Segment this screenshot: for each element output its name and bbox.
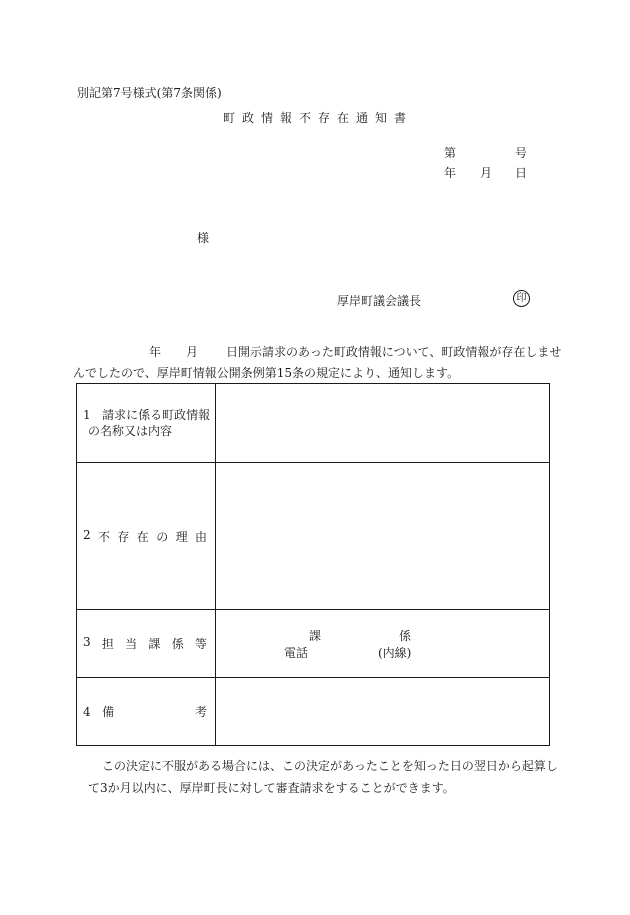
table-row <box>77 678 550 746</box>
date-day: 日 <box>515 166 528 180</box>
row2-char: 理 <box>175 529 188 544</box>
row4-number: 4 <box>83 705 91 719</box>
ka-label: 課 <box>309 628 322 643</box>
intro-year: 年 <box>149 345 162 359</box>
issuer-name: 厚岸町議会議長 <box>337 294 422 308</box>
department-fields <box>216 627 549 661</box>
note-line-2: て3か月以内に、厚岸町長に対して審査請求をすることができます。 <box>88 781 455 795</box>
row3-char: 課 <box>148 637 161 651</box>
row1-label <box>77 384 216 463</box>
intro-line-2: んでしたので、厚岸町情報公開条例第15条の規定により、通知します。 <box>73 366 460 380</box>
intro-paragraph <box>73 342 562 384</box>
row3-char: 係 <box>171 637 184 651</box>
row2-value-cell[interactable] <box>216 463 550 610</box>
row2-char: の <box>156 529 169 544</box>
intro-line-1 <box>90 342 560 363</box>
row3-label <box>77 610 216 678</box>
row1-value-cell[interactable] <box>216 384 550 463</box>
appeal-note <box>90 755 558 799</box>
row3-char: 当 <box>125 637 138 651</box>
row3-value-cell[interactable] <box>216 610 550 678</box>
document-title: 町政情報不存在通知書 <box>223 111 414 125</box>
row2-char: 存 <box>117 529 130 544</box>
date-year: 年 <box>444 166 457 180</box>
row2-number: 2 <box>83 527 91 542</box>
row3-number: 3 <box>83 635 91 649</box>
addressee-suffix: 様 <box>197 231 210 245</box>
row1-number: 1 <box>83 408 91 422</box>
row4-value-cell[interactable] <box>216 678 550 746</box>
row4-label <box>77 678 216 746</box>
phone-label: 電話 <box>284 645 309 660</box>
seal-mark: 印 <box>513 290 530 307</box>
intro-line-1-text: 日開示請求のあった町政情報について、町政情報が存在しませ <box>226 345 562 359</box>
row2-label <box>77 463 216 610</box>
table-row <box>77 463 550 610</box>
date-month: 月 <box>480 166 493 180</box>
note-line-1: この決定に不服がある場合には、この決定があったことを知った日の翌日から起算し <box>102 759 558 773</box>
row3-char: 等 <box>194 637 207 651</box>
number-suffix: 号 <box>515 146 528 160</box>
row2-char: 不 <box>98 529 111 544</box>
number-prefix: 第 <box>444 146 457 160</box>
row4-char: 考 <box>194 705 207 719</box>
kakari-label: 係 <box>399 628 412 643</box>
extension-label: (内線) <box>378 645 412 660</box>
form-table <box>76 383 550 746</box>
row2-char: 在 <box>136 529 149 544</box>
intro-month: 月 <box>186 345 199 359</box>
form-label: 別記第7号様式(第7条関係) <box>77 86 222 100</box>
row1-label-b: の名称又は内容 <box>88 424 173 438</box>
row2-char: 由 <box>194 529 207 544</box>
row3-char: 担 <box>101 637 114 651</box>
row4-char: 備 <box>102 705 115 719</box>
table-row <box>77 610 550 678</box>
row1-label-a: 請求に係る町政情報 <box>102 408 211 422</box>
table-row <box>77 384 550 463</box>
